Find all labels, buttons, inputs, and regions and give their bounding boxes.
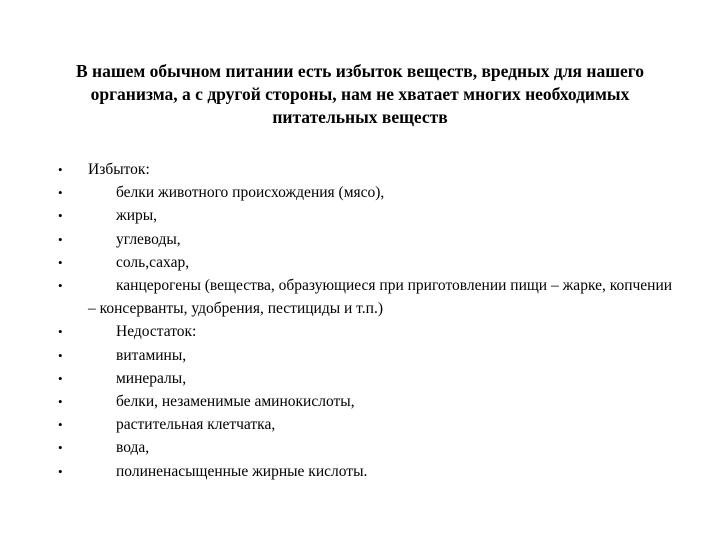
list-item-text: Недостаток: (116, 323, 197, 341)
list-item (58, 274, 678, 320)
list-item-text: соль,сахар, (116, 253, 190, 271)
bullet-icon: • (58, 394, 63, 410)
bullet-icon: • (58, 185, 63, 201)
list-item (58, 413, 678, 436)
list-item (58, 390, 678, 413)
bullet-icon: • (58, 324, 63, 340)
list-item (58, 181, 678, 204)
list-item (58, 204, 678, 227)
list-item-text: минералы, (116, 369, 187, 387)
list-item (58, 460, 678, 483)
bullet-icon: • (58, 417, 63, 433)
bullet-icon: • (58, 278, 63, 294)
bullet-icon: • (58, 347, 63, 363)
list-item (58, 320, 678, 343)
list-item (58, 158, 678, 181)
bullet-icon: • (58, 440, 63, 456)
list-item (58, 228, 678, 251)
list-item-text: полиненасыщенные жирные кислоты. (116, 462, 368, 480)
list-item-text: вода, (116, 439, 150, 457)
list-item-text: Избыток: (88, 161, 150, 178)
list-item-text: витамины, (116, 346, 187, 364)
list-item (58, 251, 678, 274)
bullet-icon: • (58, 162, 63, 177)
list-item-text: канцерогены (вещества, образующиеся при приготовлении пищи – жарке, копчении – консерванты, удобрения, пестициды и т.п.) (88, 277, 673, 318)
bullet-list (58, 158, 678, 483)
list-item-text: растительная клетчатка, (116, 416, 276, 434)
bullet-icon: • (58, 370, 63, 386)
list-item-text: жиры, (116, 207, 158, 225)
list-item (58, 436, 678, 459)
bullet-icon: • (58, 208, 63, 224)
slide-title: В нашем обычном питании есть избыток веществ, вредных для нашего организма, а с другой стороны, нам не хватает многих необходимых питательных веществ (75, 61, 645, 127)
bullet-icon: • (58, 254, 63, 270)
list-item (58, 344, 678, 367)
bullet-icon: • (58, 463, 63, 479)
list-item (58, 367, 678, 390)
list-item-text: углеводы, (116, 230, 181, 248)
list-item-text: белки, незаменимые аминокислоты, (116, 393, 355, 411)
list-item-text: белки животного происхождения (мясо), (116, 184, 385, 202)
bullet-icon: • (58, 231, 63, 247)
